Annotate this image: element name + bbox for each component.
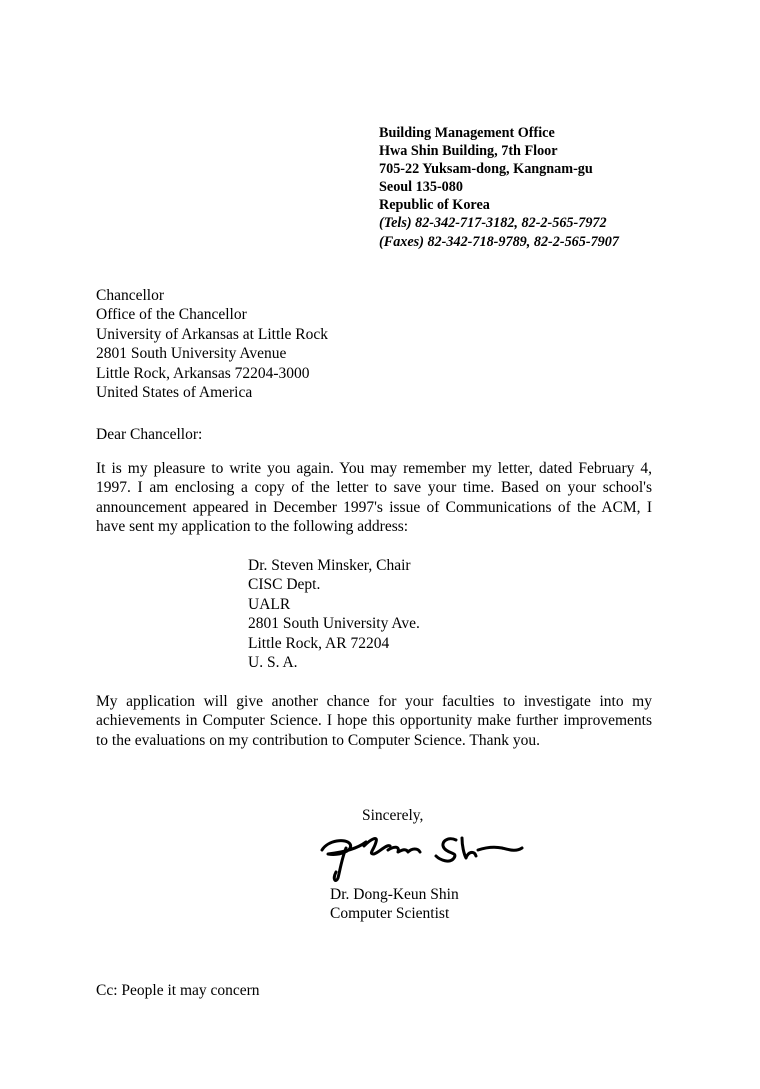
signer-name: Dr. Dong-Keun Shin	[330, 886, 459, 903]
paragraph-line: announcement appeared in December 1997's issue of Communications of the ACM, I	[96, 498, 652, 516]
paragraph-line: have sent my application to the following address:	[96, 518, 409, 536]
paragraph-line: 1997. I am enclosing a copy of the letter to save your time. Based on your school's	[96, 479, 652, 497]
sender-city: Seoul 135-080	[379, 179, 463, 196]
paragraph-line: to the evaluations on my contribution to Computer Science. Thank you.	[96, 731, 540, 749]
body-paragraph-1	[96, 459, 652, 537]
recipient-title: Chancellor	[96, 287, 165, 304]
sender-tels: (Tels) 82-342-717-3182, 82-2-565-7972	[379, 215, 607, 232]
application-country: U. S. A.	[248, 654, 298, 672]
application-street: 2801 South University Ave.	[248, 615, 420, 633]
sender-office: Building Management Office	[379, 125, 555, 141]
signer-title: Computer Scientist	[330, 905, 450, 923]
recipient-country: United States of America	[96, 384, 253, 402]
sender-address-block	[379, 124, 619, 251]
paragraph-line: My application will give another chance for your faculties to investigate into my	[96, 693, 652, 710]
cc-line: Cc: People it may concern	[96, 982, 260, 999]
recipient-street: 2801 South University Avenue	[96, 345, 287, 363]
recipient-university: University of Arkansas at Little Rock	[96, 325, 329, 343]
closing: Sincerely,	[362, 807, 424, 824]
body-paragraph-2	[96, 692, 652, 750]
application-dept: CISC Dept.	[248, 576, 321, 594]
recipient-city: Little Rock, Arkansas 72204-3000	[96, 364, 310, 382]
paragraph-line: It is my pleasure to write you again. You may remember my letter, dated February 4,	[96, 460, 652, 477]
sender-street: 705-22 Yuksam-dong, Kangnam-gu	[379, 161, 593, 178]
application-name: Dr. Steven Minsker, Chair	[248, 557, 411, 574]
application-city: Little Rock, AR 72204	[248, 634, 390, 652]
handwritten-signature	[316, 828, 526, 884]
sender-faxes: (Faxes) 82-342-718-9789, 82-2-565-7907	[379, 233, 619, 250]
sender-building: Hwa Shin Building, 7th Floor	[379, 143, 558, 160]
application-school: UALR	[248, 595, 291, 613]
paragraph-line: achievements in Computer Science. I hope this opportunity make further improvements	[96, 712, 652, 730]
recipient-address-block	[96, 286, 328, 402]
signer-block	[330, 885, 459, 924]
recipient-office: Office of the Chancellor	[96, 306, 247, 324]
sender-country: Republic of Korea	[379, 197, 490, 214]
application-address-block	[248, 556, 420, 672]
salutation: Dear Chancellor:	[96, 426, 203, 443]
